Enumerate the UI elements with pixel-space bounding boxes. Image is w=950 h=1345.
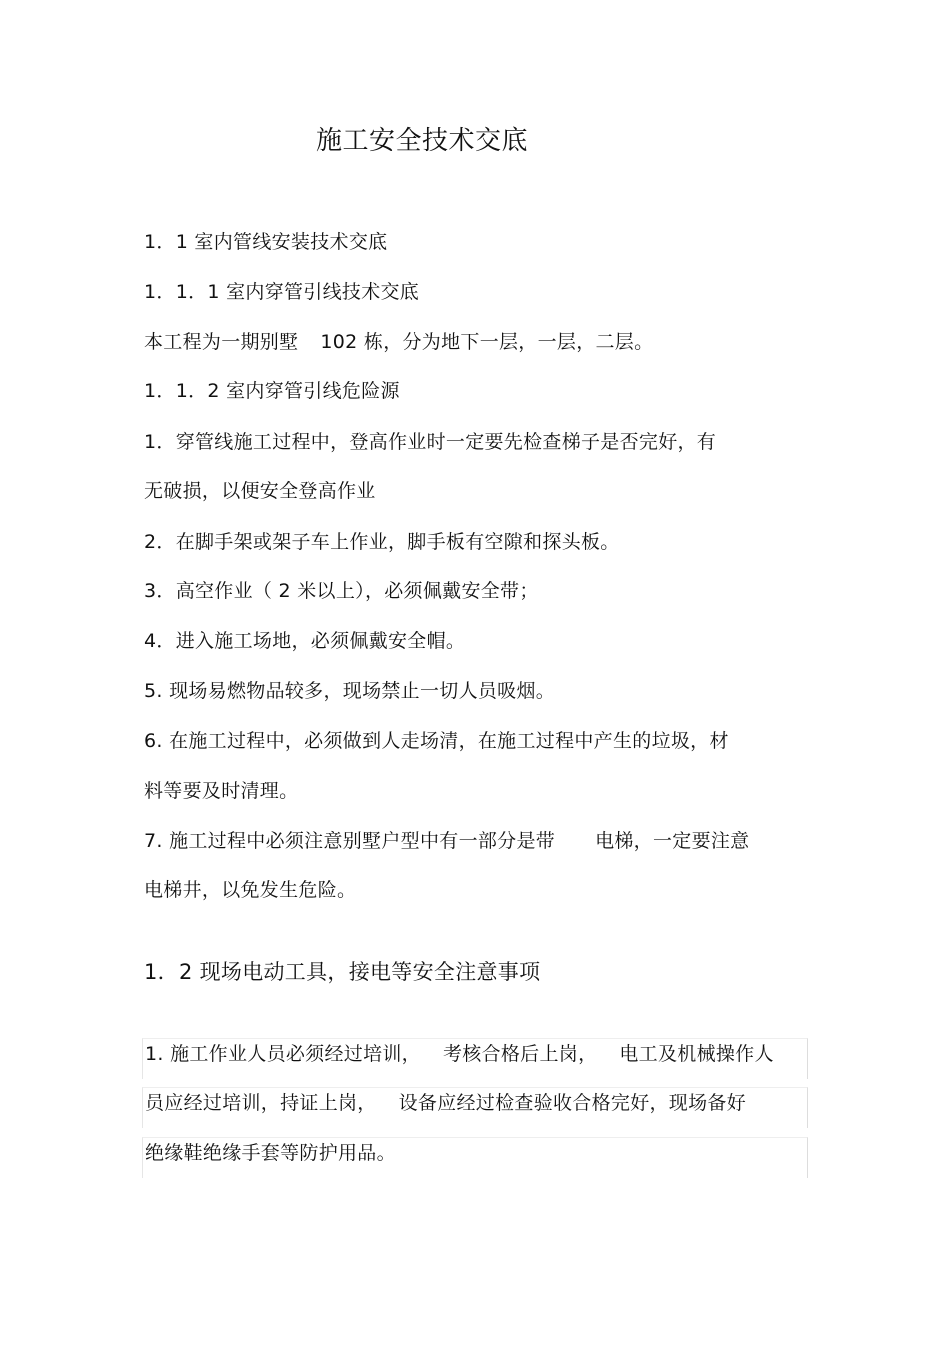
section-heading-1-2: 1．2 现场电动工具，接电等安全注意事项 xyxy=(144,960,541,984)
precaution-text-b1: 员应经过培训，持证上岗， xyxy=(145,1092,377,1114)
hazard-item-6-line-1: 6. 在施工过程中，必须做到人走场清，在施工过程中产生的垃圾，材 xyxy=(144,730,729,752)
hazard-item-7-line-2: 电梯井，以免发生危险。 xyxy=(144,879,357,901)
intro-paragraph xyxy=(144,329,653,355)
section-heading-1-1-1: 1．1．1 室内穿管引线技术交底 xyxy=(144,281,420,303)
precaution-box-line-3 xyxy=(142,1137,808,1178)
precaution-box-line-2 xyxy=(142,1087,808,1128)
precaution-line-3: 绝缘鞋绝缘手套等防护用品。 xyxy=(145,1142,396,1164)
hazard-item-3: 3．高空作业（ 2 米以上），必须佩戴安全带； xyxy=(144,580,539,602)
document-title: 施工安全技术交底 xyxy=(316,126,529,156)
hazard-item-1-line-1: 1．穿管线施工过程中，登高作业时一定要先检查梯子是否完好，有 xyxy=(144,431,717,453)
hazard-item-7-text-b: 电梯，一定要注意 xyxy=(595,830,750,852)
precaution-text-a3: 电工及机械操作人 xyxy=(619,1043,774,1065)
precaution-box-line-1 xyxy=(142,1038,808,1079)
precaution-line-1 xyxy=(143,1041,807,1067)
hazard-item-7-line-1 xyxy=(144,828,749,854)
precaution-text-b2: 设备应经过检查验收合格完好，现场备好 xyxy=(398,1092,747,1114)
hazard-item-4: 4．进入施工场地，必须佩戴安全帽。 xyxy=(144,630,466,652)
precaution-line-2 xyxy=(143,1090,807,1116)
hazard-item-5: 5. 现场易燃物品较多，现场禁止一切人员吸烟。 xyxy=(144,680,556,702)
hazard-item-7-text-a: 7. 施工过程中必须注意别墅户型中有一部分是带 xyxy=(144,830,556,852)
precaution-text-a1: 1. 施工作业人员必须经过培训， xyxy=(145,1043,421,1065)
hazard-item-1-line-2: 无破损，以便安全登高作业 xyxy=(144,480,376,502)
section-heading-1-1-2: 1．1．2 室内穿管引线危险源 xyxy=(144,380,400,402)
precaution-text-a2: 考核合格后上岗， xyxy=(442,1043,598,1065)
section-heading-1-1: 1．1 室内管线安装技术交底 xyxy=(144,231,388,253)
hazard-item-2: 2．在脚手架或架子车上作业，脚手板有空隙和探头板。 xyxy=(144,531,620,553)
hazard-item-6-line-2: 料等要及时清理。 xyxy=(144,780,299,802)
intro-text-a: 本工程为一期别墅 xyxy=(144,331,299,353)
intro-text-b: 102 栋，分为地下一层，一层，二层。 xyxy=(320,331,654,353)
